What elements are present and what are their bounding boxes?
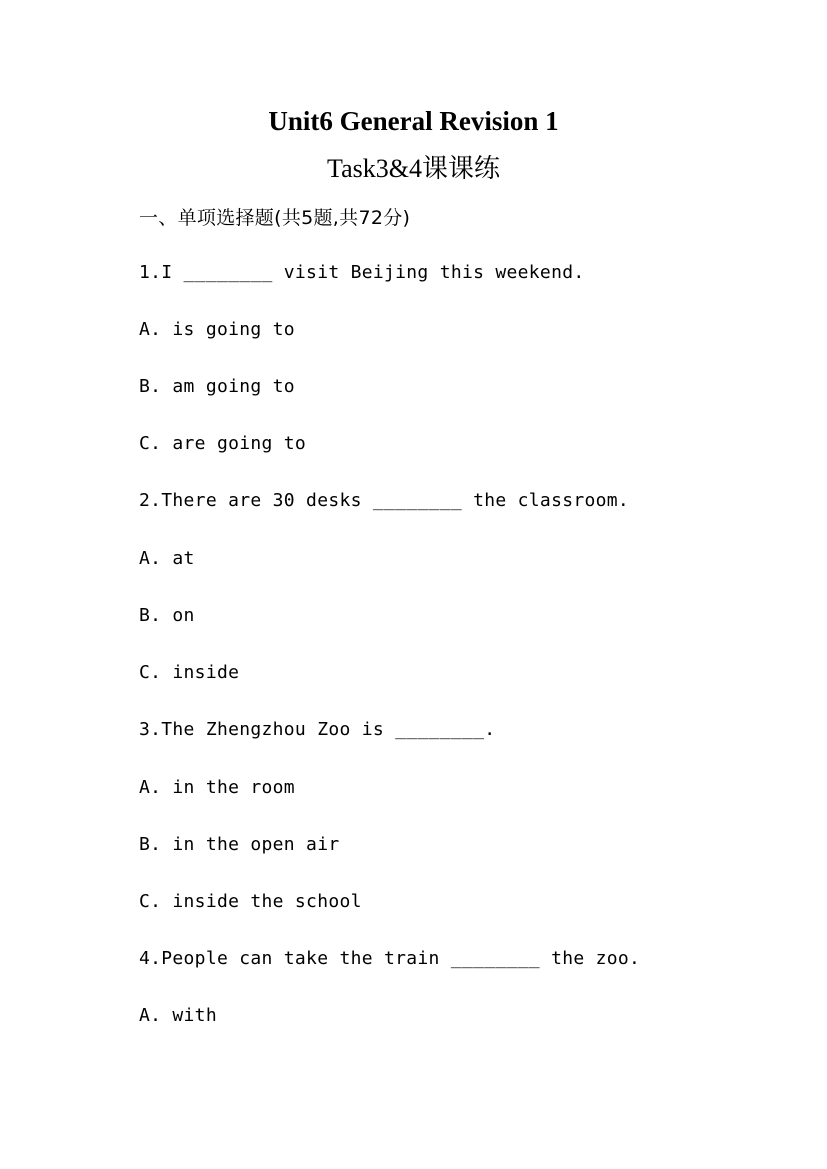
document-subtitle: Task3&4课课练 <box>327 154 500 183</box>
question-3-option-a: A. in the room <box>139 777 295 798</box>
question-1-option-b: B. am going to <box>139 376 295 397</box>
question-3-option-c: C. inside the school <box>139 891 362 912</box>
question-2-option-b: B. on <box>139 605 195 626</box>
question-2-option-a: A. at <box>139 548 195 569</box>
question-1-option-a: A. is going to <box>139 319 295 340</box>
question-1-stem: 1.I ________ visit Beijing this weekend. <box>139 262 585 283</box>
question-1-option-c: C. are going to <box>139 433 307 454</box>
question-4-stem: 4.People can take the train ________ the zoo. <box>139 948 641 969</box>
question-4-option-a: A. with <box>139 1005 217 1026</box>
document-title: Unit6 General Revision 1 <box>268 106 559 136</box>
question-2-stem: 2.There are 30 desks ________ the classroom. <box>139 490 630 511</box>
question-3-option-b: B. in the open air <box>139 834 340 855</box>
question-3-stem: 3.The Zhengzhou Zoo is ________. <box>139 719 496 740</box>
section-heading: 一、单项选择题(共5题,共72分) <box>139 207 411 229</box>
question-2-option-c: C. inside <box>139 662 240 683</box>
